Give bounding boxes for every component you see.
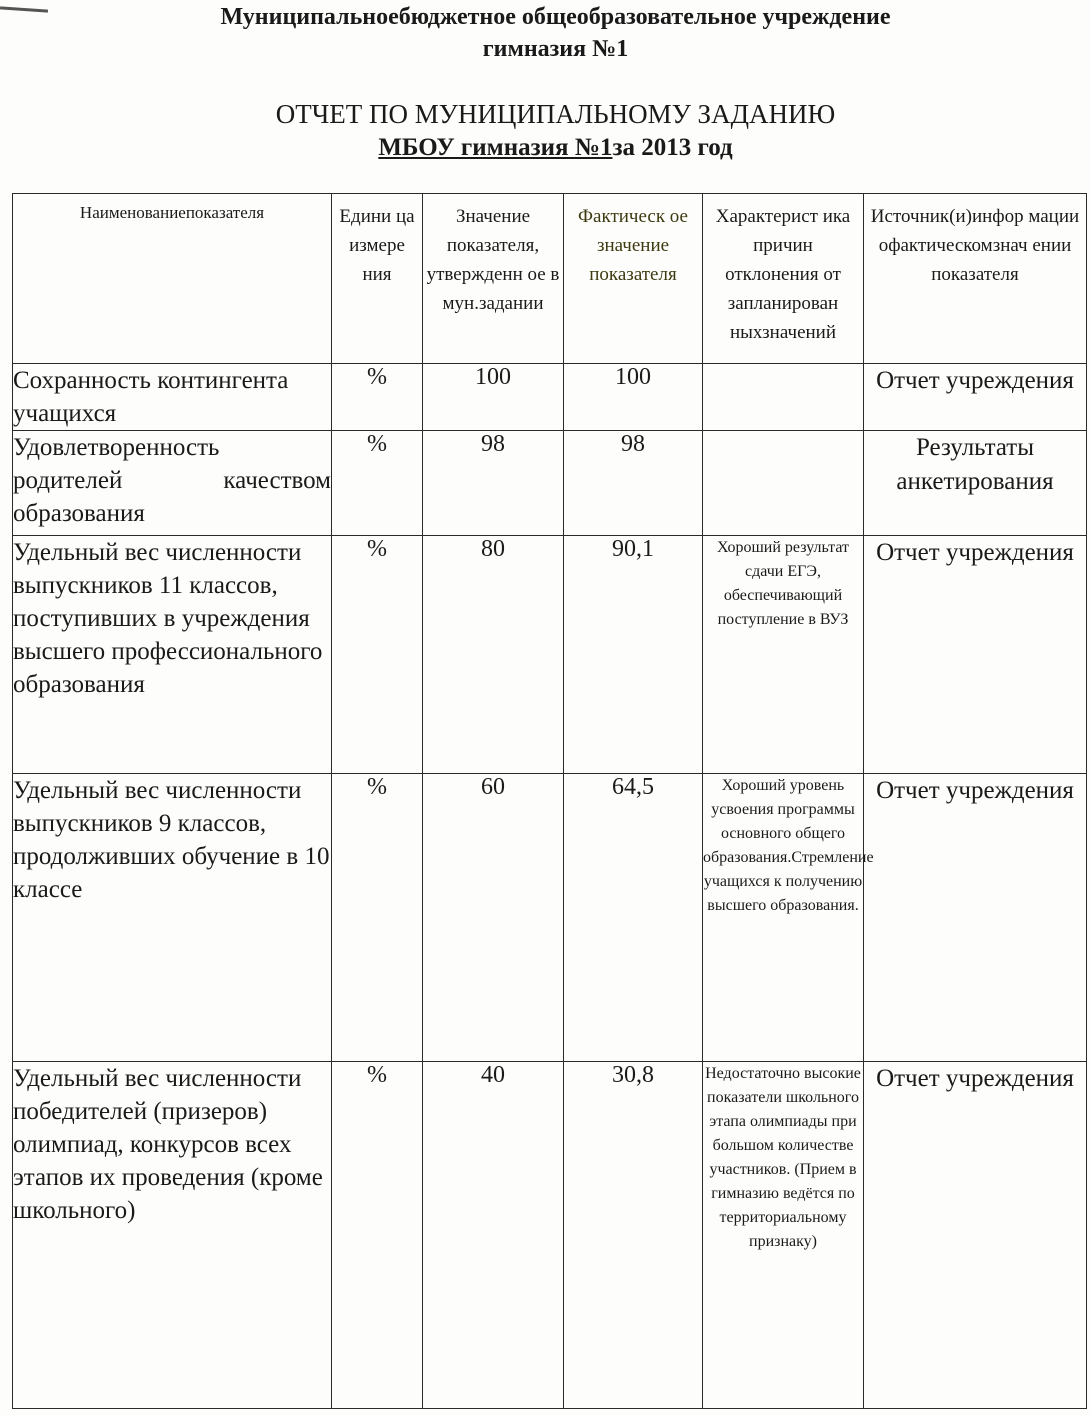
indicator-plan-value: 100 (423, 364, 564, 431)
column-header-plan: Значение показателя, утвержденн ое в мун.задании (423, 194, 564, 364)
column-header-source: Источник(и)инфор мации офактическомзнач ении показателя (864, 194, 1087, 364)
indicator-plan-value: 80 (423, 536, 564, 774)
indicator-source: Отчет учреждения (864, 1062, 1087, 1409)
indicator-deviation-reason (703, 431, 864, 536)
column-header-unit: Едини ца измере ния (332, 194, 423, 364)
indicator-source: Отчет учреждения (864, 774, 1087, 1062)
report-title: ОТЧЕТ ПО МУНИЦИПАЛЬНОМУ ЗАДАНИЮ (275, 99, 836, 129)
indicator-deviation-reason: Недостаточно высокие показатели школьного этапа олимпиады при большом количестве участников. (Прием в гимназию ведётся по территориальному признаку) (703, 1062, 864, 1409)
table-row (13, 1062, 1087, 1409)
table-row (13, 536, 1087, 774)
indicator-table (12, 193, 1087, 1409)
indicator-name: Удельный вес численности победителей (призеров) олимпиад, конкурсов всех этапов их проведения (кроме школьного) (13, 1062, 332, 1409)
indicator-name: Удельный вес численности выпускников 11 классов, поступивших в учреждения высшего профессионального образования (13, 536, 332, 774)
indicator-plan-value: 40 (423, 1062, 564, 1409)
table-row (13, 774, 1087, 1062)
indicator-source: Результаты анкетирования (864, 431, 1087, 536)
indicator-fact-value: 64,5 (564, 774, 703, 1062)
report-subtitle (10, 132, 1091, 164)
indicator-plan-value: 98 (423, 431, 564, 536)
indicator-unit: % (332, 364, 423, 431)
indicator-unit: % (332, 774, 423, 1062)
indicator-fact-value: 90,1 (564, 536, 703, 774)
indicator-deviation-reason: Хороший уровень усвоения программы основного общего образования.Стремление учащихся к получению высшего образования. (703, 774, 864, 1062)
indicator-name: Удовлетворенность родителей качеством образования (13, 431, 332, 536)
column-header-reason: Характерист ика причин отклонения от запланирован ныхзначений (703, 194, 864, 364)
indicator-unit: % (332, 431, 423, 536)
indicator-unit: % (332, 536, 423, 774)
column-header-fact: Фактическ ое значение показателя (564, 194, 703, 364)
indicator-source: Отчет учреждения (864, 536, 1087, 774)
organization-title-line1: Муниципальноебюджетное общеобразовательное учреждение (220, 4, 891, 30)
table-row (13, 431, 1087, 536)
report-subtitle-year: за 2013 год (612, 134, 733, 161)
indicator-fact-value: 30,8 (564, 1062, 703, 1409)
indicator-unit: % (332, 1062, 423, 1409)
indicator-deviation-reason (703, 364, 864, 431)
indicator-plan-value: 60 (423, 774, 564, 1062)
indicator-name: Удельный вес численности выпускников 9 классов, продолживших обучение в 10 классе (13, 774, 332, 1062)
column-header-name: Наименованиепоказателя (13, 194, 332, 364)
report-subtitle-school: МБОУ гимназия №1 (378, 134, 613, 161)
indicator-fact-value: 98 (564, 431, 703, 536)
indicator-source: Отчет учреждения (864, 364, 1087, 431)
table-row (13, 364, 1087, 431)
table-header-row (13, 194, 1087, 364)
organization-title-line2: гимназия №1 (482, 36, 629, 62)
indicator-deviation-reason: Хороший результат сдачи ЕГЭ, обеспечивающий поступление в ВУЗ (703, 536, 864, 774)
indicator-name: Сохранность контингента учащихся (13, 364, 332, 431)
indicator-fact-value: 100 (564, 364, 703, 431)
